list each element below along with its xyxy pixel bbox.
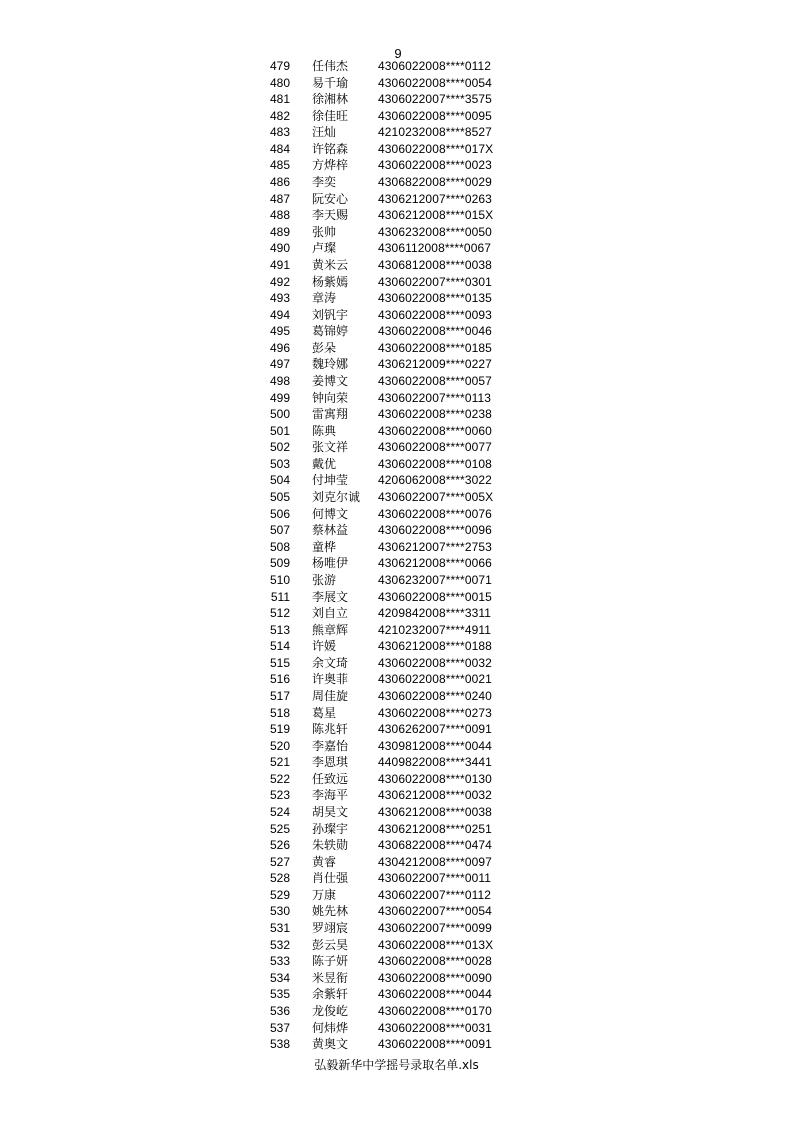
student-id-number: 4306812008****0038 <box>378 257 492 272</box>
table-row <box>0 91 793 108</box>
table-row <box>0 887 793 904</box>
student-name: 钟向荣 <box>312 390 349 405</box>
student-id-number: 4306022008****0091 <box>378 1037 492 1052</box>
row-number: 532 <box>269 937 290 952</box>
table-row <box>0 257 793 274</box>
row-number: 504 <box>269 473 290 488</box>
table-row <box>0 439 793 456</box>
row-number: 534 <box>269 970 290 985</box>
file-name-footer: 弘毅新华中学摇号录取名单.xls <box>314 1058 479 1072</box>
student-name: 刘钒宇 <box>312 307 349 322</box>
page-number: 9 <box>394 46 402 61</box>
row-number: 509 <box>269 556 290 571</box>
student-name: 杨唯伊 <box>312 556 349 571</box>
table-row <box>0 854 793 871</box>
student-name: 许铭森 <box>312 141 349 156</box>
table-row <box>0 141 793 158</box>
row-number: 502 <box>269 440 290 455</box>
student-id-number: 4309812008****0044 <box>378 738 492 753</box>
student-id-number: 4209842008****3311 <box>378 606 492 621</box>
student-id-number: 4306022008****0108 <box>378 456 492 471</box>
table-row <box>0 870 793 887</box>
student-name: 何博文 <box>312 506 349 521</box>
student-id-number: 4306022008****0095 <box>378 108 492 123</box>
table-row <box>0 771 793 788</box>
student-name: 刘克尔诚 <box>312 490 361 505</box>
row-number: 528 <box>269 871 290 886</box>
student-id-number: 4306022008****0060 <box>378 423 492 438</box>
table-row <box>0 821 793 838</box>
student-name: 章涛 <box>312 291 337 306</box>
table-row <box>0 539 793 556</box>
row-number: 530 <box>269 904 290 919</box>
row-number: 481 <box>269 92 290 107</box>
student-id-number: 4306212008****0066 <box>378 556 492 571</box>
table-row <box>0 506 793 523</box>
student-id-number: 4306212009****0227 <box>378 357 492 372</box>
student-name: 朱轶勋 <box>312 838 349 853</box>
admission-list <box>0 58 793 1053</box>
table-row <box>0 340 793 357</box>
student-name: 胡昊文 <box>312 805 349 820</box>
student-name: 蔡林益 <box>312 523 349 538</box>
student-name: 孙璨宇 <box>312 821 349 836</box>
student-name: 李天赐 <box>312 208 349 223</box>
table-row <box>0 191 793 208</box>
table-row <box>0 75 793 92</box>
student-id-number: 4306022008****0185 <box>378 340 492 355</box>
table-row <box>0 423 793 440</box>
table-row <box>0 240 793 257</box>
student-name: 何炜烨 <box>312 1020 349 1035</box>
student-name: 任伟杰 <box>312 59 349 73</box>
table-row <box>0 58 793 75</box>
student-id-number: 4210232007****4911 <box>378 622 492 637</box>
table-row <box>0 721 793 738</box>
table-row <box>0 970 793 987</box>
student-id-number: 4306022007****0099 <box>378 921 492 936</box>
student-id-number: 4306212008****0188 <box>378 639 492 654</box>
row-number: 510 <box>269 572 290 587</box>
row-number: 522 <box>269 771 290 786</box>
table-row <box>0 804 793 821</box>
student-name: 方烨梓 <box>312 158 349 173</box>
student-id-number: 4306022008****0170 <box>378 1003 492 1018</box>
student-id-number: 4306022008****0054 <box>378 75 492 90</box>
student-name: 陈子妍 <box>312 954 349 969</box>
row-number: 487 <box>269 191 290 206</box>
student-name: 万康 <box>312 887 337 902</box>
student-name: 卢璨 <box>312 241 337 256</box>
table-row <box>0 837 793 854</box>
student-id-number: 4306022007****0011 <box>378 871 492 886</box>
student-id-number: 4306022008****0076 <box>378 506 492 521</box>
table-row <box>0 589 793 606</box>
student-name: 余文琦 <box>312 655 349 670</box>
student-name: 魏玲娜 <box>312 357 349 372</box>
student-name: 李恩琪 <box>312 755 349 770</box>
student-name: 徐湘林 <box>312 92 349 107</box>
student-id-number: 4306022008****0044 <box>378 987 492 1002</box>
row-number: 516 <box>269 672 290 687</box>
table-row <box>0 605 793 622</box>
student-name: 余紫轩 <box>312 987 349 1002</box>
row-number: 496 <box>269 340 290 355</box>
row-number: 508 <box>269 539 290 554</box>
row-number: 531 <box>269 921 290 936</box>
table-row <box>0 108 793 125</box>
row-number: 488 <box>269 208 290 223</box>
student-name: 黄睿 <box>312 854 337 869</box>
row-number: 526 <box>269 838 290 853</box>
student-id-number: 4306022008****0135 <box>378 291 492 306</box>
student-id-number: 4206062008****3022 <box>378 473 492 488</box>
student-id-number: 4306022007****3575 <box>378 92 492 107</box>
row-number: 484 <box>269 141 290 156</box>
student-name: 李海平 <box>312 788 349 803</box>
student-id-number: 4306022008****0077 <box>378 440 492 455</box>
student-id-number: 4306022008****0096 <box>378 523 492 538</box>
student-id-number: 4306212008****015X <box>378 208 494 223</box>
student-id-number: 4304212008****0097 <box>378 854 492 869</box>
student-id-number: 4306822008****0474 <box>378 838 492 853</box>
table-row <box>0 671 793 688</box>
student-id-number: 4306022008****0028 <box>378 954 492 969</box>
table-row <box>0 207 793 224</box>
student-id-number: 4306022008****013X <box>378 937 494 952</box>
table-row <box>0 522 793 539</box>
student-id-number: 4306022008****0021 <box>378 672 492 687</box>
row-number: 492 <box>269 274 290 289</box>
student-name: 陈典 <box>312 423 337 438</box>
student-id-number: 4306022008****0130 <box>378 771 492 786</box>
table-row <box>0 489 793 506</box>
student-id-number: 4306022008****0031 <box>378 1020 492 1035</box>
row-number: 524 <box>269 805 290 820</box>
student-name: 黄米云 <box>312 257 349 272</box>
student-name: 任致远 <box>312 771 349 786</box>
row-number: 514 <box>269 639 290 654</box>
row-number: 511 <box>270 589 290 604</box>
row-number: 491 <box>269 257 290 272</box>
student-id-number: 4306022008****0238 <box>378 407 492 422</box>
row-number: 482 <box>269 108 290 123</box>
row-number: 517 <box>269 688 290 703</box>
table-row <box>0 1020 793 1037</box>
row-number: 485 <box>269 158 290 173</box>
student-id-number: 4306022008****017X <box>378 141 494 156</box>
row-number: 497 <box>269 357 290 372</box>
table-row <box>0 638 793 655</box>
student-name: 许奥菲 <box>312 672 349 687</box>
row-number: 490 <box>269 241 290 256</box>
row-number: 529 <box>269 887 290 902</box>
row-number: 533 <box>269 954 290 969</box>
student-name: 刘自立 <box>312 606 349 621</box>
row-number: 512 <box>269 606 290 621</box>
row-number: 493 <box>269 291 290 306</box>
row-number: 507 <box>269 523 290 538</box>
student-name: 戴优 <box>312 456 337 471</box>
student-name: 肖仕强 <box>312 871 349 886</box>
table-row <box>0 224 793 241</box>
table-row <box>0 356 793 373</box>
student-id-number: 4210232008****8527 <box>378 125 492 140</box>
table-row <box>0 688 793 705</box>
student-name: 杨紫嫣 <box>312 274 349 289</box>
row-number: 525 <box>269 821 290 836</box>
table-row <box>0 705 793 722</box>
student-id-number: 4306022008****0032 <box>378 655 492 670</box>
row-number: 538 <box>269 1037 290 1052</box>
table-row <box>0 920 793 937</box>
student-name: 李嘉怡 <box>312 738 349 753</box>
row-number: 535 <box>269 987 290 1002</box>
row-number: 495 <box>269 324 290 339</box>
student-name: 葛星 <box>312 705 337 720</box>
student-id-number: 4306022008****0015 <box>378 589 492 604</box>
student-name: 易千瑜 <box>312 75 349 90</box>
student-id-number: 4306022008****0057 <box>378 373 492 388</box>
row-number: 499 <box>269 390 290 405</box>
student-name: 米昱衔 <box>312 970 349 985</box>
student-name: 龙俊屹 <box>312 1003 349 1018</box>
student-id-number: 4306022008****0240 <box>378 688 492 703</box>
row-number: 483 <box>269 125 290 140</box>
row-number: 537 <box>269 1020 290 1035</box>
student-id-number: 4306022008****0023 <box>378 158 492 173</box>
student-name: 张帅 <box>312 224 337 239</box>
row-number: 501 <box>269 423 290 438</box>
row-number: 521 <box>269 755 290 770</box>
student-name: 徐佳旺 <box>312 108 349 123</box>
student-name: 李奕 <box>312 175 337 190</box>
student-name: 李展文 <box>312 589 349 604</box>
table-row <box>0 307 793 324</box>
student-name: 阮安心 <box>312 191 349 206</box>
table-row <box>0 937 793 954</box>
table-row <box>0 986 793 1003</box>
row-number: 515 <box>269 655 290 670</box>
student-name: 姜博文 <box>312 373 349 388</box>
table-row <box>0 323 793 340</box>
table-row <box>0 406 793 423</box>
student-id-number: 4306232008****0050 <box>378 224 492 239</box>
student-id-number: 4306022008****0090 <box>378 970 492 985</box>
student-name: 童桦 <box>312 539 337 554</box>
student-id-number: 4306232007****0071 <box>378 572 492 587</box>
student-id-number: 4306212007****2753 <box>378 539 492 554</box>
table-row <box>0 157 793 174</box>
row-number: 513 <box>269 622 290 637</box>
student-id-number: 4306212008****0032 <box>378 788 492 803</box>
student-name: 熊章辉 <box>312 622 349 637</box>
table-row <box>0 787 793 804</box>
student-id-number: 4306022008****0093 <box>378 307 492 322</box>
row-number: 480 <box>269 75 290 90</box>
row-number: 500 <box>269 407 290 422</box>
student-id-number: 4306022007****005X <box>378 490 494 505</box>
student-id-number: 4306112008****0067 <box>378 241 492 256</box>
table-row <box>0 390 793 407</box>
student-name: 付坤莹 <box>312 473 349 488</box>
table-row <box>0 1036 793 1053</box>
row-number: 486 <box>269 175 290 190</box>
row-number: 506 <box>269 506 290 521</box>
student-id-number: 4306212008****0038 <box>378 805 492 820</box>
student-name: 周佳旋 <box>312 688 349 703</box>
table-row <box>0 555 793 572</box>
table-row <box>0 290 793 307</box>
student-name: 姚先林 <box>312 904 349 919</box>
student-id-number: 4306022007****0113 <box>378 390 492 405</box>
student-name: 罗翊宸 <box>312 921 349 936</box>
student-id-number: 4306022007****0112 <box>378 887 492 902</box>
table-row <box>0 174 793 191</box>
table-row <box>0 373 793 390</box>
table-row <box>0 456 793 473</box>
row-number: 523 <box>269 788 290 803</box>
student-name: 黄奥文 <box>312 1037 349 1052</box>
student-id-number: 4306262007****0091 <box>378 722 492 737</box>
row-number: 505 <box>269 490 290 505</box>
student-id-number: 4306022007****0054 <box>378 904 492 919</box>
table-row <box>0 738 793 755</box>
row-number: 520 <box>269 738 290 753</box>
student-id-number: 4306022008****0112 <box>378 59 492 73</box>
student-name: 彭朵 <box>312 340 337 355</box>
row-number: 489 <box>269 224 290 239</box>
student-name: 陈兆轩 <box>312 722 349 737</box>
row-number: 519 <box>269 722 290 737</box>
table-row <box>0 754 793 771</box>
table-row <box>0 1003 793 1020</box>
student-name: 彭云昊 <box>312 937 349 952</box>
student-name: 葛锦婷 <box>312 324 349 339</box>
table-row <box>0 622 793 639</box>
student-name: 张游 <box>312 572 337 587</box>
student-id-number: 4306022007****0301 <box>378 274 492 289</box>
student-id-number: 4306212008****0251 <box>378 821 492 836</box>
student-name: 雷寓翔 <box>312 407 349 422</box>
table-row <box>0 274 793 291</box>
row-number: 518 <box>269 705 290 720</box>
table-row <box>0 572 793 589</box>
student-id-number: 4306022008****0046 <box>378 324 492 339</box>
student-name: 张文祥 <box>312 440 349 455</box>
row-number: 479 <box>269 59 290 73</box>
row-number: 494 <box>269 307 290 322</box>
table-row <box>0 124 793 141</box>
table-row <box>0 903 793 920</box>
student-name: 许媛 <box>312 639 337 654</box>
table-row <box>0 655 793 672</box>
row-number: 498 <box>269 373 290 388</box>
row-number: 536 <box>269 1003 290 1018</box>
row-number: 503 <box>269 456 290 471</box>
table-row <box>0 953 793 970</box>
student-id-number: 4306822008****0029 <box>378 175 492 190</box>
student-name: 汪灿 <box>312 125 337 140</box>
student-id-number: 4306022008****0273 <box>378 705 492 720</box>
row-number: 527 <box>269 854 290 869</box>
student-id-number: 4306212007****0263 <box>378 191 492 206</box>
table-row <box>0 472 793 489</box>
student-id-number: 4409822008****3441 <box>378 755 492 770</box>
